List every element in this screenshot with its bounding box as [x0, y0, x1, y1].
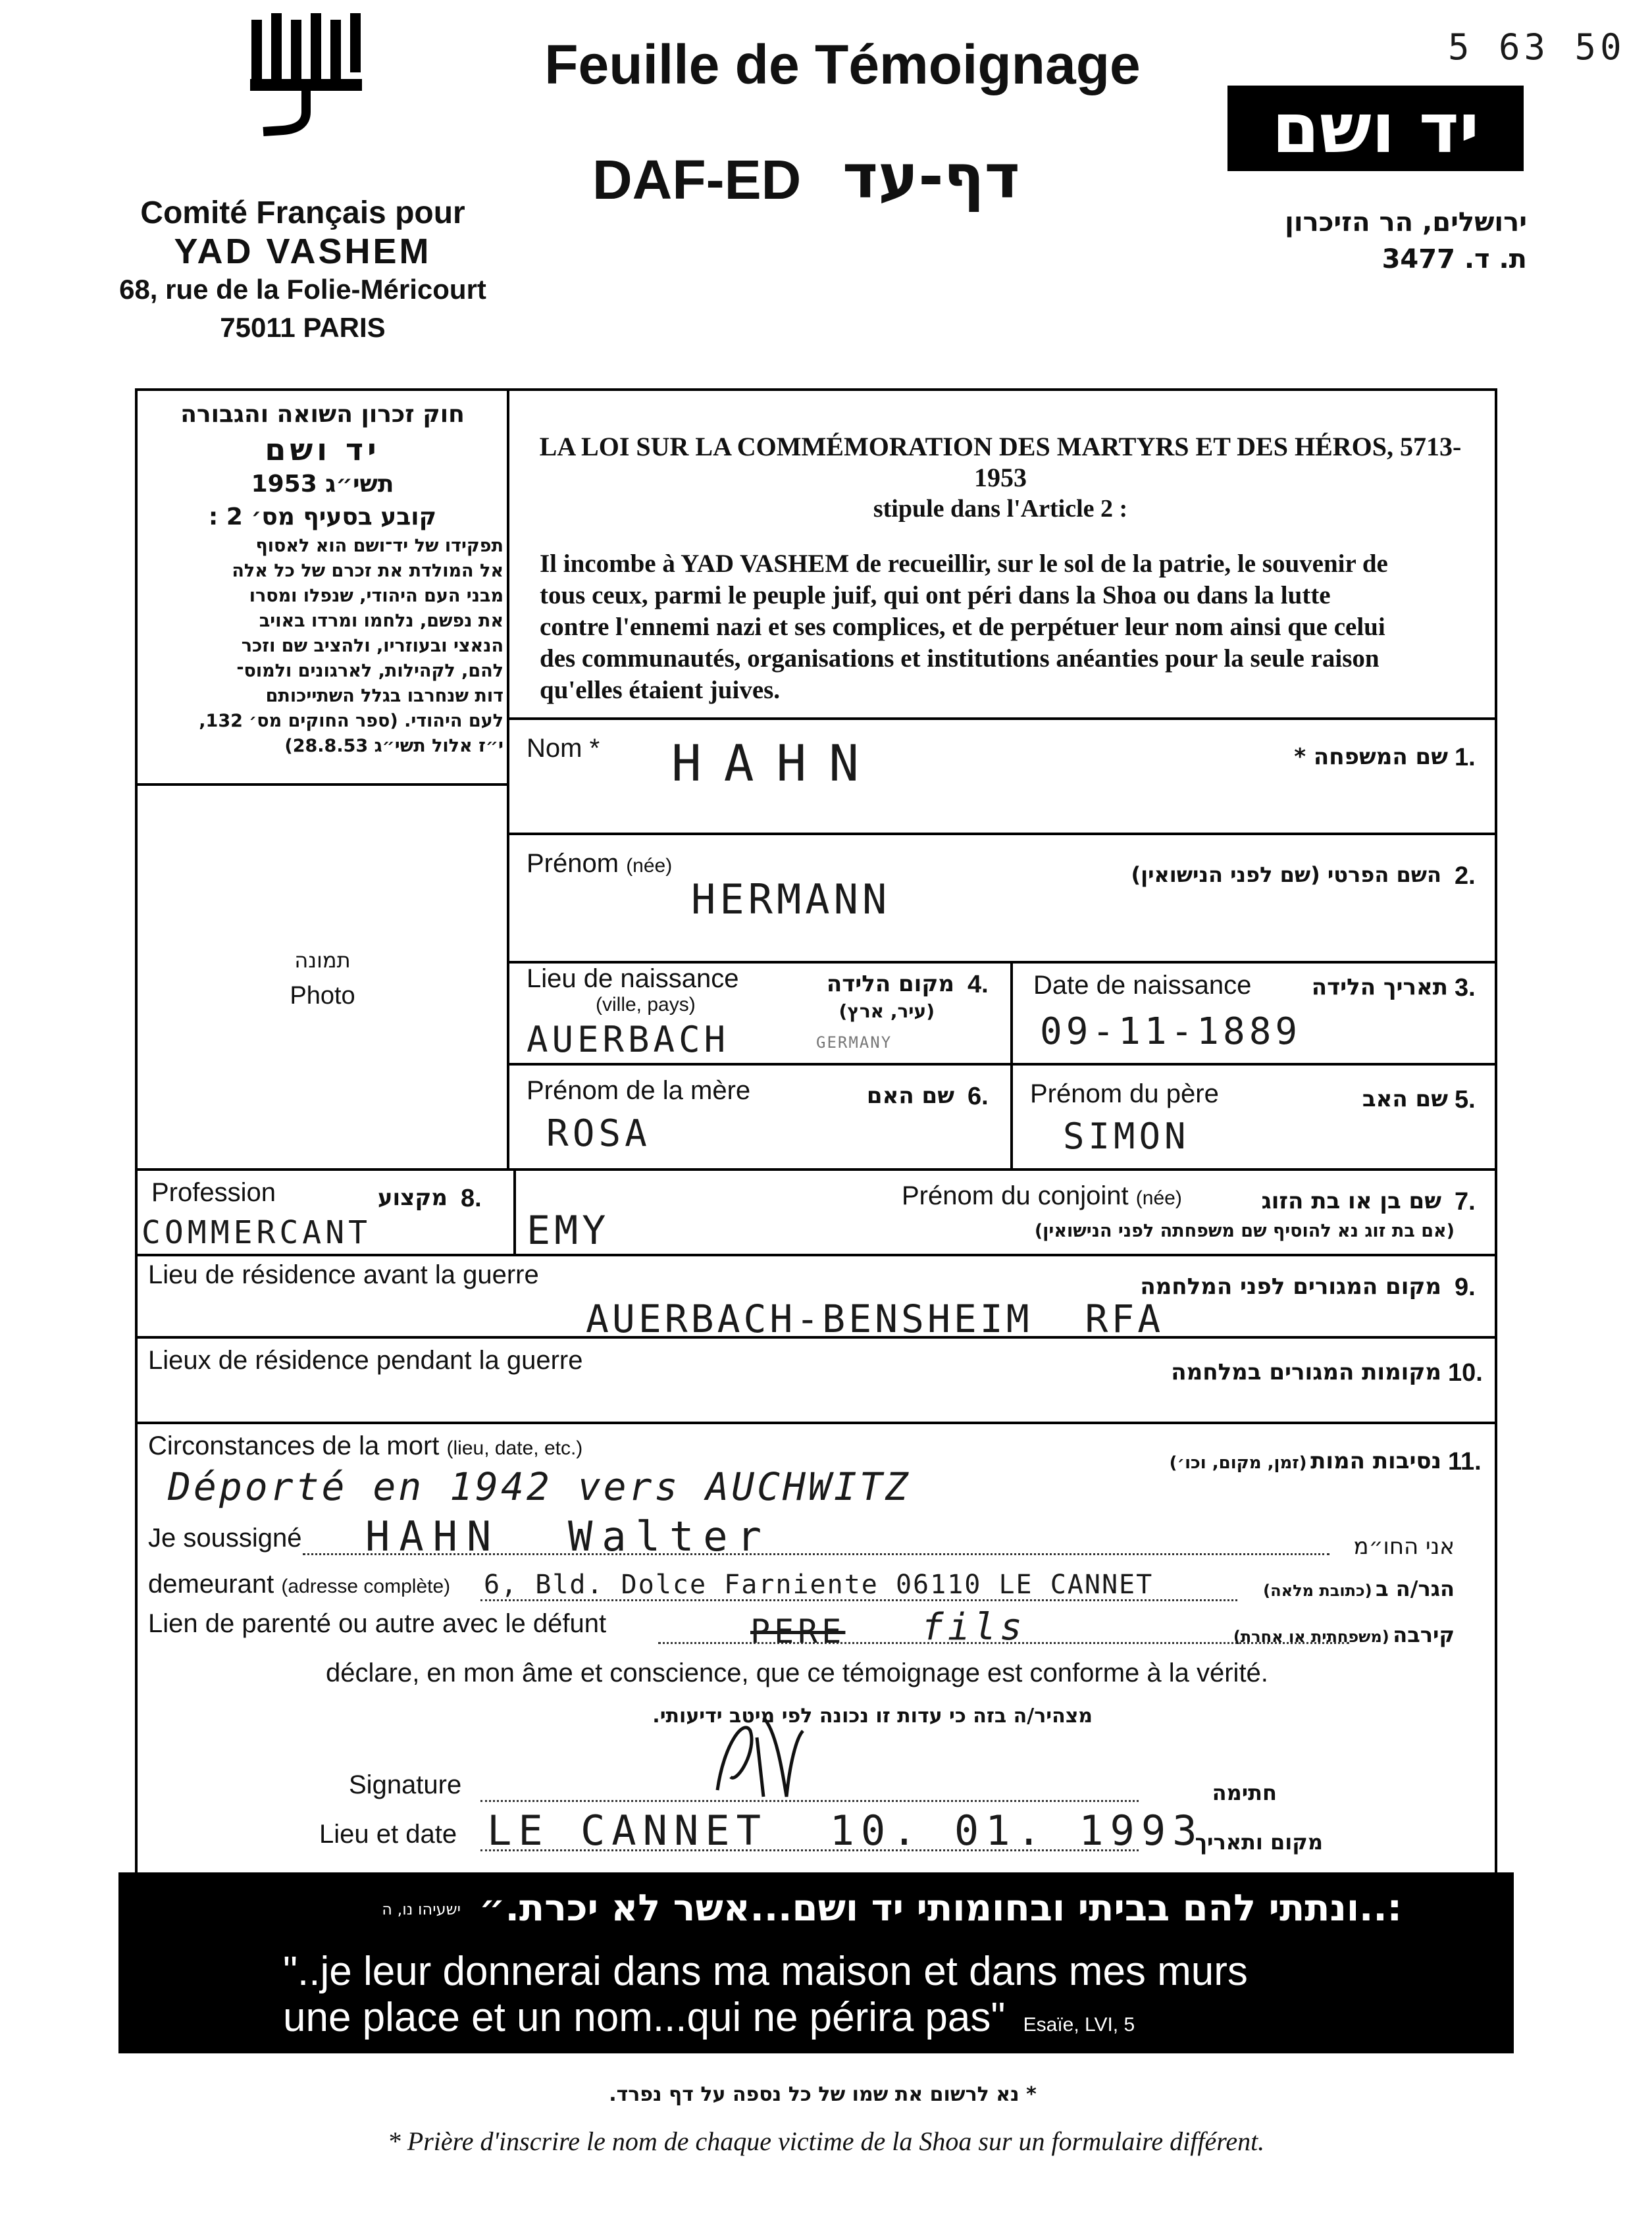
- banner-line-2-text: une place et un nom...qui ne périra pas": [283, 1995, 1006, 2040]
- lieu-naissance-extra: GERMANY: [816, 1033, 892, 1052]
- lieu-date-hebrew: מקום ותאריך: [1195, 1830, 1323, 1855]
- banner-line-1: "..je leur donnerai dans ma maison et dans mes murs: [283, 1949, 1248, 1994]
- committee-line-3: 68, rue de la Folie-Méricourt: [119, 274, 486, 305]
- residence-pendant-hebrew: מקומות המגורים במלחמה: [1171, 1359, 1441, 1385]
- lien-field[interactable]: fils: [921, 1606, 1026, 1649]
- circonstances-field[interactable]: Déporté en 1942 vers AUCHWITZ: [168, 1464, 911, 1509]
- hebrew-law-line: הנאצי ובעוזריו, ולהציב שם וזכר: [241, 636, 503, 656]
- law-title: LA LOI SUR LA COMMÉMORATION DES MARTYRS ET DES HÉROS, 5713-1953: [539, 432, 1462, 492]
- nom-label: Nom *: [527, 734, 600, 763]
- pere-label: Prénom du père: [1030, 1079, 1219, 1108]
- row-line: [507, 717, 1497, 720]
- conjoint-label-small: (née): [1135, 1187, 1182, 1209]
- declaration-text: déclare, en mon âme et conscience, que ce témoignage est conforme à la vérité.: [326, 1658, 1268, 1687]
- date-naissance-hebrew: תאריך הלידה: [1311, 974, 1448, 1000]
- quote-banner: [118, 1872, 1514, 2053]
- lien-struck-field: PERE: [750, 1612, 846, 1651]
- soussigne-field[interactable]: HAHN Walter: [365, 1512, 771, 1560]
- mere-label: Prénom de la mère: [527, 1076, 751, 1105]
- residence-avant-number: 9.: [1455, 1273, 1476, 1301]
- soussigne-label: Je soussigné: [148, 1524, 302, 1553]
- signature-label: Signature: [349, 1770, 462, 1799]
- committee-line-1: Comité Français pour: [140, 195, 465, 230]
- nom-field[interactable]: HAHN: [671, 734, 882, 792]
- lien-hebrew-text: קירבה: [1393, 1622, 1455, 1647]
- lieu-date-field[interactable]: LE CANNET 10. 01. 1993: [487, 1807, 1204, 1855]
- prenom-label-text: Prénom: [527, 849, 619, 878]
- circonstances-label-text: Circonstances de la mort: [148, 1431, 440, 1460]
- lieu-naissance-hebrew-small: (עיר, ארץ): [839, 1000, 935, 1022]
- hebrew-law-text: [142, 398, 503, 759]
- demeurant-field[interactable]: 6, Bld. Dolce Farniente 06110 LE CANNET: [484, 1570, 1154, 1600]
- row-line: [135, 1168, 1497, 1171]
- lieu-naissance-label: Lieu de naissance: [527, 964, 739, 993]
- pere-number: 5.: [1455, 1086, 1476, 1114]
- circonstances-hebrew-small: (זמן, מקום, וכו׳): [1169, 1453, 1307, 1473]
- hebrew-law-line: את נפשם, נלחמו ומרדו באויב: [259, 611, 503, 631]
- demeurant-hebrew-text: הגר/ה ב: [1376, 1576, 1455, 1601]
- document-number: 5 63 50: [1448, 26, 1626, 68]
- lieu-naissance-number: 4.: [968, 971, 989, 998]
- hebrew-law-line: להם, לקהילות, לארגונים ולמוס־: [236, 661, 503, 681]
- hebrew-address-line-2: ת. ד. 3477: [1381, 244, 1527, 274]
- residence-avant-label: Lieu de résidence avant la guerre: [148, 1260, 539, 1289]
- photo-area: [142, 948, 503, 1010]
- pere-hebrew: שם האב: [1362, 1086, 1448, 1112]
- row-line: [507, 961, 1497, 964]
- hebrew-law-line: תשי״ג 1953: [251, 471, 394, 498]
- lien-label: Lien de parenté ou autre avec le défunt: [148, 1609, 607, 1638]
- mere-number: 6.: [968, 1083, 989, 1110]
- prenom-field[interactable]: HERMANN: [691, 875, 891, 923]
- date-naissance-label: Date de naissance: [1033, 971, 1252, 1000]
- committee-address: [99, 194, 507, 347]
- daf-ed-latin: DAF-ED: [592, 149, 802, 211]
- demeurant-hebrew-small: (כתובת מלאה): [1263, 1581, 1372, 1600]
- law-line: qu'elles étaient juives.: [540, 676, 781, 704]
- page-title: Feuille de Témoignage: [544, 34, 1141, 95]
- law-line: des communautés, organisations et institutions anéanties pour la seule raison: [540, 644, 1380, 673]
- conjoint-field[interactable]: EMY: [527, 1208, 610, 1254]
- lieu-naissance-small: (ville, pays): [596, 994, 696, 1016]
- photo-label: Photo: [290, 982, 355, 1010]
- hebrew-law-line: י״ז אלול תשי״ג 28.8.53): [284, 736, 503, 756]
- demeurant-hebrew: [1237, 1576, 1455, 1601]
- law-line: contre l'ennemi nazi et ses complices, et de perpétuer leur nom ainsi que celui: [540, 613, 1385, 641]
- law-subtitle: stipule dans l'Article 2 :: [873, 495, 1128, 523]
- profession-field[interactable]: COMMERCANT: [142, 1214, 371, 1251]
- banner-line-2: [283, 1994, 1135, 2041]
- hebrew-law-line: לעם היהודי. (ספר החוקים מס׳ 132,: [199, 711, 503, 731]
- circonstances-label-small: (lieu, date, etc.): [446, 1437, 583, 1459]
- row-line: [507, 1063, 1497, 1066]
- row-line: [135, 1254, 1497, 1256]
- hebrew-law-body: [142, 534, 503, 759]
- residence-avant-field[interactable]: AUERBACH-BENSHEIM RFA: [586, 1297, 1164, 1341]
- banner-hebrew-ref: ישעיהו נו, ה: [382, 1900, 461, 1918]
- row-line: [135, 1422, 1497, 1424]
- committee-line-2: YAD VASHEM: [174, 232, 432, 271]
- prenom-hebrew-label: השם הפרטי (שם לפני הנישואין): [1131, 862, 1441, 887]
- hebrew-law-line: יד ושם: [265, 432, 380, 467]
- lieu-date-label: Lieu et date: [319, 1820, 457, 1849]
- photo-divider: [135, 783, 507, 786]
- conjoint-hebrew: שם בן או בת הזוג: [1261, 1188, 1441, 1214]
- circonstances-hebrew-text: נסיבות המות: [1310, 1448, 1441, 1474]
- nom-number: 1.: [1455, 744, 1476, 771]
- committee-line-4: 75011 PARIS: [220, 312, 386, 343]
- daf-ed-hebrew: דף-עד: [842, 141, 1020, 212]
- hebrew-law-line: מבני העם היהודי, שנפלו ומסרו: [249, 586, 503, 606]
- col-line: [1010, 961, 1013, 1168]
- prenom-label-small: (née): [626, 855, 673, 877]
- lien-hebrew-small: (משפחתית או אחרת): [1233, 1628, 1389, 1646]
- hebrew-law-line: דות שנחרבו בגלל השתייכותם: [265, 686, 503, 706]
- footer-french: * Prière d'inscrire le nom de chaque victime de la Shoa sur un formulaire différent.: [387, 2126, 1265, 2156]
- conjoint-label: [902, 1181, 1182, 1211]
- col-line: [513, 1168, 516, 1254]
- demeurant-label-small: (adresse complète): [281, 1576, 451, 1597]
- mere-hebrew: שם האם: [866, 1083, 954, 1109]
- profession-hebrew: מקצוע: [377, 1185, 448, 1211]
- conjoint-number: 7.: [1455, 1188, 1476, 1216]
- hebrew-law-line: חוק זכרון השואה והגבורה: [180, 401, 465, 428]
- left-column-divider: [507, 388, 509, 1168]
- demeurant-label-text: demeurant: [148, 1570, 274, 1599]
- banner-ref: Esaïe, LVI, 5: [1023, 2014, 1135, 2036]
- conjoint-label-text: Prénom du conjoint: [902, 1181, 1129, 1210]
- law-french-text: [520, 431, 1481, 706]
- hebrew-law-line: אל המולדת את זכרם של כל אלה: [232, 561, 503, 581]
- prenom-label: [527, 849, 672, 879]
- hebrew-law-line: קובע בסעיף מס׳ 2 :: [208, 503, 437, 530]
- circonstances-hebrew: [1112, 1448, 1441, 1474]
- soussigne-hebrew: אני החו״מ: [1353, 1533, 1455, 1560]
- lieu-naissance-hebrew: מקום הלידה: [826, 971, 954, 997]
- pere-field[interactable]: SIMON: [1063, 1116, 1190, 1157]
- profession-number: 8.: [461, 1185, 482, 1212]
- row-line: [507, 833, 1497, 835]
- footer-hebrew: * נא לרשום את שמו של כל נספה על דף נפרד.: [609, 2083, 1037, 2106]
- signature-field[interactable]: [698, 1705, 829, 1813]
- law-line: tous ceux, parmi le peuple juif, qui ont péri dans la Shoa ou dans la lutte: [540, 581, 1331, 609]
- circonstances-label: [148, 1431, 582, 1461]
- residence-pendant-number: 10.: [1448, 1359, 1483, 1387]
- hebrew-address: [1198, 204, 1527, 278]
- nom-hebrew-label: שם המשפחה *: [1294, 744, 1448, 770]
- conjoint-hebrew-small: (אם בת זוג נא להוסיף שם משפחתה לפני הנישואין): [1034, 1221, 1455, 1241]
- date-naissance-number: 3.: [1455, 974, 1476, 1002]
- lien-hebrew: [1185, 1622, 1455, 1647]
- law-line: Il incombe à YAD VASHEM de recueillir, sur le sol de la patrie, le souvenir de: [540, 550, 1388, 578]
- residence-pendant-label: Lieux de résidence pendant la guerre: [148, 1346, 583, 1375]
- circonstances-number: 11.: [1448, 1448, 1482, 1476]
- hebrew-law-line: תפקידו של יד־ושם הוא לאסוף: [255, 536, 503, 556]
- date-naissance-field[interactable]: 09-11-1889: [1040, 1010, 1302, 1053]
- prenom-number: 2.: [1455, 862, 1476, 890]
- mere-field[interactable]: ROSA: [546, 1112, 651, 1155]
- residence-avant-hebrew: מקום המגורים לפני המלחמה: [1140, 1273, 1441, 1300]
- signature-hebrew: חתימה: [1212, 1780, 1277, 1805]
- banner-hebrew: :..ונתתי להם בביתי ובחומותי יד ושם...אשר לא יכרת.״: [478, 1887, 1402, 1930]
- menorah-logo-icon: [244, 13, 375, 148]
- law-body: [520, 548, 1481, 706]
- lieu-naissance-field[interactable]: AUERBACH: [527, 1019, 730, 1060]
- hebrew-address-line-1: ירושלים, הר הזיכרון: [1285, 207, 1527, 238]
- profession-label: Profession: [151, 1178, 276, 1207]
- photo-hebrew-label: תמונה: [294, 948, 351, 973]
- yad-vashem-hebrew-logo: יד ושם: [1227, 86, 1524, 171]
- demeurant-label: [148, 1570, 450, 1599]
- declaration-hebrew: מצהיר/ה בזה כי עדות זו נכונה לפי מיטב ידיעותי.: [652, 1705, 1093, 1728]
